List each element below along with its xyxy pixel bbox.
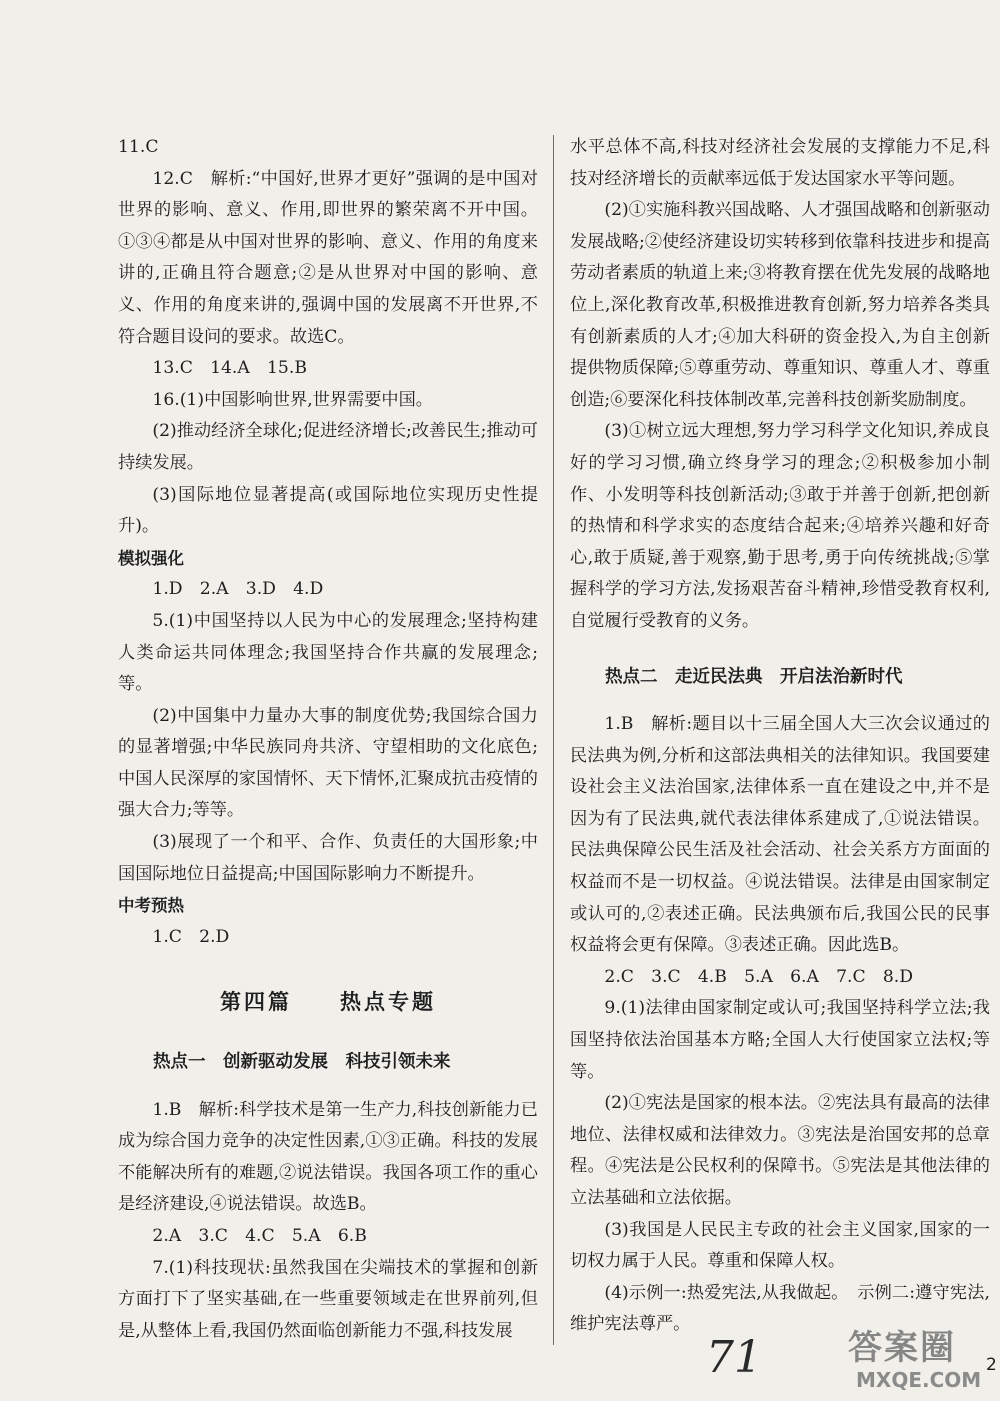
hotspot-2-answers-2-8: 2.C 3.C 4.B 5.A 6.A 7.C 8.D: [604, 966, 913, 987]
left-column: [118, 132, 538, 1347]
page-number: 2: [986, 1355, 997, 1375]
exam-preview-answers: 1.C 2.D: [152, 926, 230, 947]
simulation-answer-5-3: (3)展现了一个和平、合作、负责任的大国形象;中国国际地位日益提高;中国国际影响力不断提升。: [118, 832, 538, 884]
hotspot-2-answer-9-2: (2)①宪法是国家的根本法。②宪法具有最高的法律地位、法律权威和法律效力。③宪法是治国安邦的总章程。④宪法是公民权利的保障书。⑤宪法是其他法律的立法基础和立法依据。: [570, 1093, 990, 1208]
hotspot-1-answer-7: 7.(1)科技现状:虽然我国在尖端技术的掌握和创新方面打下了坚实基础,在一些重要领域走在世界前列,但是,从整体上看,我国仍然面临创新能力不强,科技发展: [118, 1257, 538, 1341]
section-heading-exam-preview: 中考预热: [118, 896, 184, 916]
hotspot-2-answer-9-1: 9.(1)法律由国家制定或认可;我国坚持科学立法;我国坚持依法治国基本方略;全国人大行使国家立法权;等等。: [570, 998, 990, 1082]
simulation-answer-5-1: 5.(1)中国坚持以人民为中心的发展理念;坚持构建人类命运共同体理念;我国坚持合作共赢的发展理念;等。: [118, 610, 538, 695]
section-heading-simulation: 模拟强化: [118, 548, 184, 568]
watermark: [808, 1320, 998, 1396]
answer-16-3: (3)国际地位显著提高(或国际地位实现历史性提升)。: [118, 484, 538, 537]
hotspot-1-answer-7-3: (3)①树立远大理想,努力学习科学文化知识,养成良好的学习习惯,确立终身学习的理念;②积极参加小制作、小发明等科技创新活动;③敢于并善于创新,把创新的热情和科学求实的态度结合起来;④培养兴趣和好奇心,敢于质疑,善于观察,勤于思考,勇于向传统挑战;⑤掌握科学的学习方法,发扬艰苦奋斗精神,珍惜受教育权利,自觉履行受教育的义务。: [570, 421, 990, 631]
watermark-logo: 答案圈: [848, 1328, 956, 1368]
hotspot-2-title: 热点二 走近民法典 开启法治新时代: [605, 666, 903, 687]
hotspot-2-answer-9-4: (4)示例一:热爱宪法,从我做起。 示例二:遵守宪法,维护宪法尊严。: [570, 1282, 990, 1335]
watermark-url: MXQE.COM: [856, 1368, 982, 1392]
handwritten-page-number: 71: [706, 1332, 762, 1383]
hotspot-2-answer-1: 1.B 解析:题目以十三届全国人大三次会议通过的民法典为例,分析和这部法典相关的法律知识。我国要建设社会主义法治国家,法律体系一直在建设之中,并不是因为有了民法典,就代表法律体系建成了,①说法错误。民法典保障公民生活及社会活动、社会关系方方面面的权益而不是一切权益。④说法错误。法律是由国家制定或认可的,②表述正确。民法典颁布后,我国公民的民事权益将会更有保障。③表述正确。因此选B。: [570, 714, 990, 956]
answer-11: 11.C: [118, 137, 159, 157]
answer-12: 12.C 解析:“中国好,世界才更好”强调的是中国对世界的影响、意义、作用,即世界的繁荣离不开中国。①③④都是从中国对世界的影响、意义、作用的角度来讲的,正确且符合题意;②是从世界对中国的影响、意义、作用的角度来讲的,强调中国的发展离不开世界,不符合题目设问的要求。故选C。: [118, 168, 538, 347]
hotspot-1-title: 热点一 创新驱动发展 科技引领未来: [153, 1052, 451, 1073]
hotspot-2-answer-9-3: (3)我国是人民民主专政的社会主义国家,国家的一切权力属于人民。尊重和保障人权。: [570, 1219, 990, 1272]
answer-16-2: (2)推动经济全球化;促进经济增长;改善民生;推动可持续发展。: [118, 421, 538, 473]
answer-13-15: 13.C 14.A 15.B: [152, 358, 307, 379]
column-divider: [553, 135, 554, 1345]
part-title: 第四篇 热点专题: [220, 990, 436, 1015]
hotspot-1-answer-7-continued: 水平总体不高,科技对经济社会发展的支撑能力不足,科技对经济增长的贡献率远低于发达国家水平等问题。: [570, 137, 990, 189]
hotspot-1-answers-2-6: 2.A 3.C 4.C 5.A 6.B: [152, 1226, 367, 1246]
simulation-answer-5-2: (2)中国集中力量办大事的制度优势;我国综合国力的显著增强;中华民族同舟共济、守望相助的文化底色;中国人民深厚的家国情怀、天下情怀,汇聚成抗击疫情的强大合力;等等。: [118, 705, 538, 821]
answer-16-1: 16.(1)中国影响世界,世界需要中国。: [152, 389, 433, 410]
simulation-answers-1-4: 1.D 2.A 3.D 4.D: [152, 579, 324, 600]
hotspot-1-answer-1: 1.B 解析:科学技术是第一生产力,科技创新能力已成为综合国力竞争的决定性因素,①③正确。科技的发展不能解决所有的难题,②说法错误。我国各项工作的重心是经济建设,④说法错误。故选B。: [118, 1099, 538, 1215]
right-column: [570, 132, 990, 1341]
hotspot-1-answer-7-2: (2)①实施科教兴国战略、人才强国战略和创新驱动发展战略;②使经济建设切实转移到依靠科技进步和提高劳动者素质的轨道上来;③将教育摆在优先发展的战略地位上,深化教育改革,积极推进教育创新,努力培养各类具有创新素质的人才;④加大科研的资金投入,为自主创新提供物质保障;⑤尊重劳动、尊重知识、尊重人才、尊重创造;⑥要深化科技体制改革,完善科技创新奖励制度。: [570, 200, 990, 410]
